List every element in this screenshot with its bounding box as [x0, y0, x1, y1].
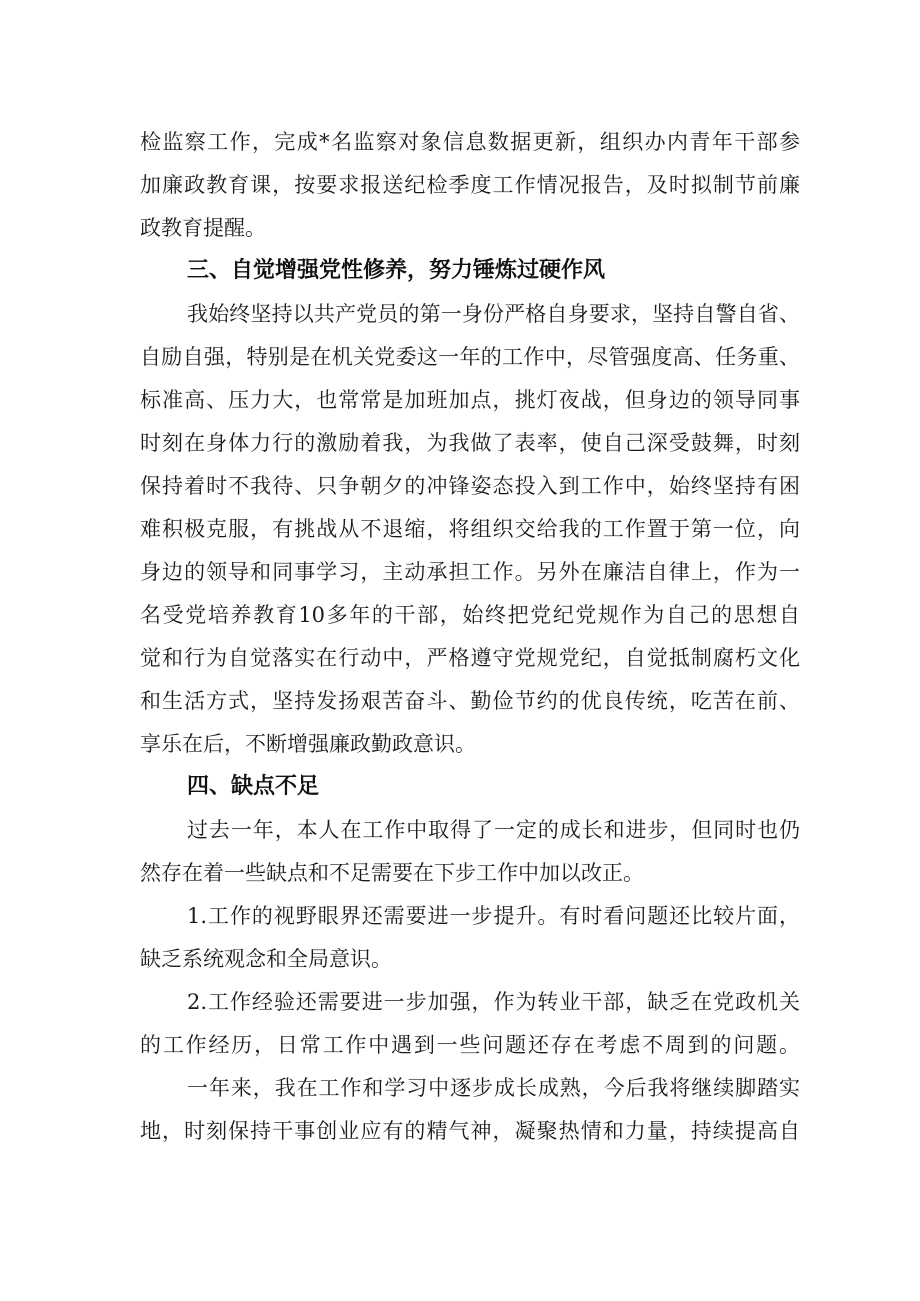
paragraph-line: 保持着时不我待、只争朝夕的冲锋姿态投入到工作中，始终坚持有困	[140, 474, 800, 498]
paragraph-line: 一年来，我在工作和学习中逐步成长成熟，今后我将继续脚踏实	[187, 1076, 800, 1100]
paragraph-line: 检监察工作，完成*名监察对象信息数据更新，组织办内青年干部参	[140, 130, 800, 154]
section-heading-3: 三、自觉增强党性修养，努力锤炼过硬作风	[187, 258, 606, 283]
paragraph-line: 和生活方式，坚持发扬艰苦奋斗、勤俭节约的优良传统，吃苦在前、	[140, 689, 800, 713]
paragraph-line: 加廉政教育课，按要求报送纪检季度工作情况报告，及时拟制节前廉	[140, 173, 800, 197]
paragraph-line: 时刻在身体力行的激励着我，为我做了表率，使自己深受鼓舞，时刻	[140, 431, 800, 455]
paragraph-line: 然存在着一些缺点和不足需要在下步工作中加以改正。	[140, 861, 644, 885]
paragraph-line: 身边的领导和同事学习，主动承担工作。另外在廉洁自律上，作为一	[140, 560, 800, 584]
paragraph-line: 标准高、压力大，也常常是加班加点，挑灯夜战，但身边的领导同事	[140, 388, 800, 412]
paragraph-line: 享乐在后，不断增强廉政勤政意识。	[140, 732, 476, 756]
paragraph-line: 自励自强，特别是在机关党委这一年的工作中，尽管强度高、任务重、	[140, 345, 800, 369]
paragraph-line: 难积极克服，有挑战从不退缩，将组织交给我的工作置于第一位，向	[140, 517, 800, 541]
paragraph-line: 政教育提醒。	[140, 216, 266, 240]
paragraph-line: 名受党培养教育10多年的干部，始终把党纪党规作为自己的思想自	[140, 603, 800, 627]
section-heading-4: 四、缺点不足	[187, 774, 320, 799]
list-item-line: 1.工作的视野眼界还需要进一步提升。有时看问题还比较片面，	[187, 904, 800, 928]
paragraph-line: 地，时刻保持干事创业应有的精气神，凝聚热情和力量，持续提高自	[140, 1119, 800, 1143]
paragraph-line: 我始终坚持以共产党员的第一身份严格自身要求，坚持自警自省、	[187, 302, 800, 326]
paragraph-line: 觉和行为自觉落实在行动中，严格遵守党规党纪，自觉抵制腐朽文化	[140, 646, 800, 670]
list-item-line: 的工作经历，日常工作中遇到一些问题还存在考虑不周到的问题。	[140, 1033, 800, 1057]
list-item-line: 2.工作经验还需要进一步加强，作为转业干部，缺乏在党政机关	[187, 990, 800, 1014]
list-item-line: 缺乏系统观念和全局意识。	[140, 947, 392, 971]
paragraph-line: 过去一年，本人在工作中取得了一定的成长和进步，但同时也仍	[187, 818, 800, 842]
